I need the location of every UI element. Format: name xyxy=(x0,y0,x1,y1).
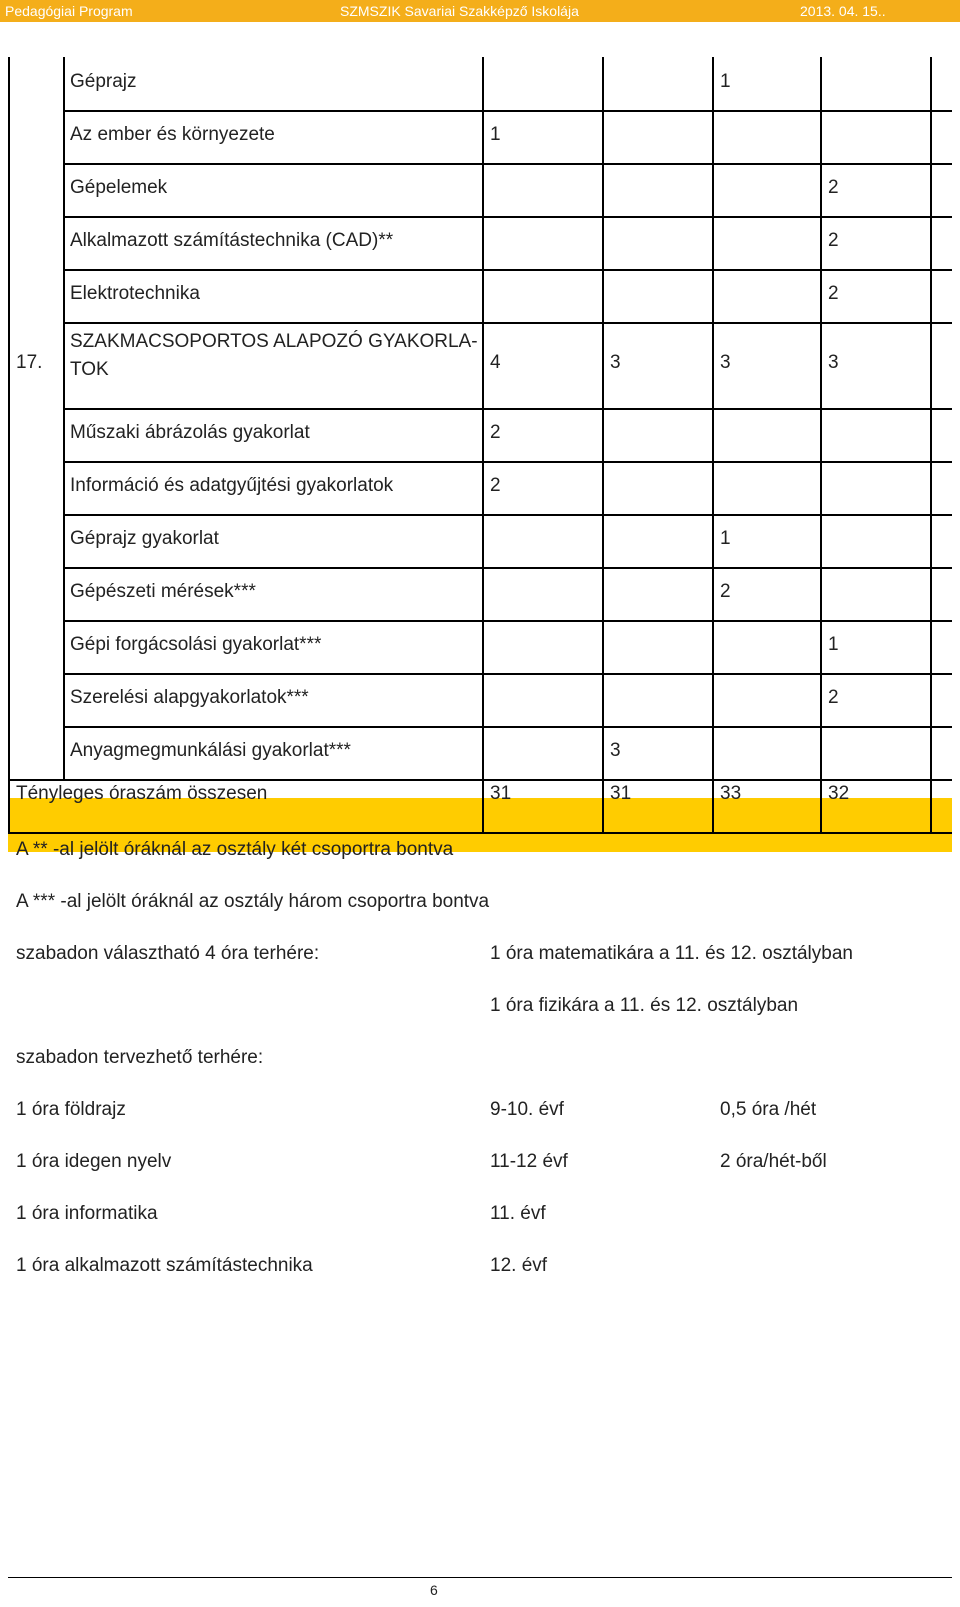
total-c1: 31 xyxy=(490,783,512,804)
row-value-c1: 4 xyxy=(490,352,501,373)
row-name: Az ember és környezete xyxy=(70,123,275,145)
row-number: 17. xyxy=(16,352,43,373)
plan-item-a: 1 óra informatika xyxy=(16,1203,158,1224)
row-value-c2: 1 xyxy=(720,527,731,549)
row-name: Gépi forgácsolási gyakorlat*** xyxy=(70,633,322,655)
row-value-c1: 2 xyxy=(490,421,501,443)
row-line xyxy=(63,673,952,675)
page-number: 6 xyxy=(430,1582,438,1598)
right-border xyxy=(930,57,932,834)
row-line xyxy=(63,408,952,410)
plan-item-c: 0,5 óra /hét xyxy=(720,1099,817,1120)
plan-item-a: 1 óra idegen nyelv xyxy=(16,1151,172,1172)
row-value-c4: 3 xyxy=(828,352,839,373)
plan-item-b: 11-12 évf xyxy=(490,1151,568,1172)
plan-item-b: 12. évf xyxy=(490,1255,548,1276)
row-line xyxy=(63,514,952,516)
row-name: Géprajz gyakorlat xyxy=(70,527,219,549)
row-value-c2: 3 xyxy=(610,352,621,373)
free-choice-label: szabadon választható 4 óra terhére: xyxy=(16,943,320,964)
plan-item-b: 9-10. évf xyxy=(490,1099,564,1120)
row-name: Műszaki ábrázolás gyakorlat xyxy=(70,421,310,443)
row-value-c1: 1 xyxy=(490,123,501,145)
left-border xyxy=(8,57,10,834)
row-line xyxy=(63,461,952,463)
footer-divider xyxy=(8,1577,952,1578)
row-value-c2: 2 xyxy=(720,580,731,602)
total-c4: 32 xyxy=(828,783,850,804)
row-line xyxy=(63,163,952,165)
plannable-label: szabadon tervezhető terhére: xyxy=(16,1047,264,1068)
free-choice-math: 1 óra matematikára a 11. és 12. osztályban xyxy=(490,943,853,964)
row-line xyxy=(63,567,952,569)
note-two-groups: A ** -al jelölt óráknál az osztály két csoportra bontva xyxy=(16,839,454,860)
plan-item-a: 1 óra földrajz xyxy=(16,1099,126,1120)
row-name: Anyagmegmunkálási gyakorlat*** xyxy=(70,739,351,761)
note-three-groups: A *** -al jelölt óráknál az osztály három csoportra bontva xyxy=(16,891,490,912)
row-value-c3: 3 xyxy=(720,352,731,373)
row-line xyxy=(8,832,952,834)
row-value-c4: 1 xyxy=(828,633,839,655)
row-name: SZAKMACSOPORTOS ALAPOZÓ GYAKORLA- xyxy=(70,331,478,352)
row-name: Gépelemek xyxy=(70,176,168,198)
column-line xyxy=(820,57,822,834)
total-label: Tényleges óraszám összesen xyxy=(16,783,268,804)
row-line xyxy=(63,726,952,728)
row-value-c1: 2 xyxy=(490,474,501,496)
free-choice-physics: 1 óra fizikára a 11. és 12. osztályban xyxy=(490,995,799,1016)
column-line xyxy=(712,57,714,834)
column-line xyxy=(602,57,604,834)
plan-item-b: 11. évf xyxy=(490,1203,546,1224)
row-name: Gépészeti mérések*** xyxy=(70,580,256,602)
header-program: Pedagógiai Program xyxy=(5,3,133,19)
row-value-c4: 2 xyxy=(828,686,839,708)
row-value-c4: 2 xyxy=(828,176,839,198)
row-name: Géprajz xyxy=(70,70,137,92)
row-line xyxy=(63,110,952,112)
plan-item-c: 2 óra/hét-ből xyxy=(720,1151,827,1172)
row-line xyxy=(63,322,952,324)
header-date: 2013. 04. 15.. xyxy=(800,3,886,19)
number-column-line xyxy=(63,57,65,779)
row-name: Elektrotechnika xyxy=(70,282,200,304)
row-line xyxy=(63,216,952,218)
row-line xyxy=(63,620,952,622)
row-line xyxy=(63,269,952,271)
row-name: Információ és adatgyűjtési gyakorlatok xyxy=(70,474,394,496)
row-value-c2: 3 xyxy=(610,739,621,761)
row-line xyxy=(8,779,952,781)
page-header xyxy=(0,0,960,22)
row-value-c4: 2 xyxy=(828,229,839,251)
row-name-continued: TOK xyxy=(70,359,109,380)
row-value-c4: 2 xyxy=(828,282,839,304)
row-value-c2: 1 xyxy=(720,70,731,92)
row-name: Alkalmazott számítástechnika (CAD)** xyxy=(70,229,394,251)
plan-item-a: 1 óra alkalmazott számítástechnika xyxy=(16,1255,313,1276)
total-c3: 33 xyxy=(720,783,742,804)
column-line xyxy=(482,57,484,834)
header-school: SZMSZIK Savariai Szakképző Iskolája xyxy=(340,3,579,19)
total-c2: 31 xyxy=(610,783,632,804)
row-name: Szerelési alapgyakorlatok*** xyxy=(70,686,309,708)
